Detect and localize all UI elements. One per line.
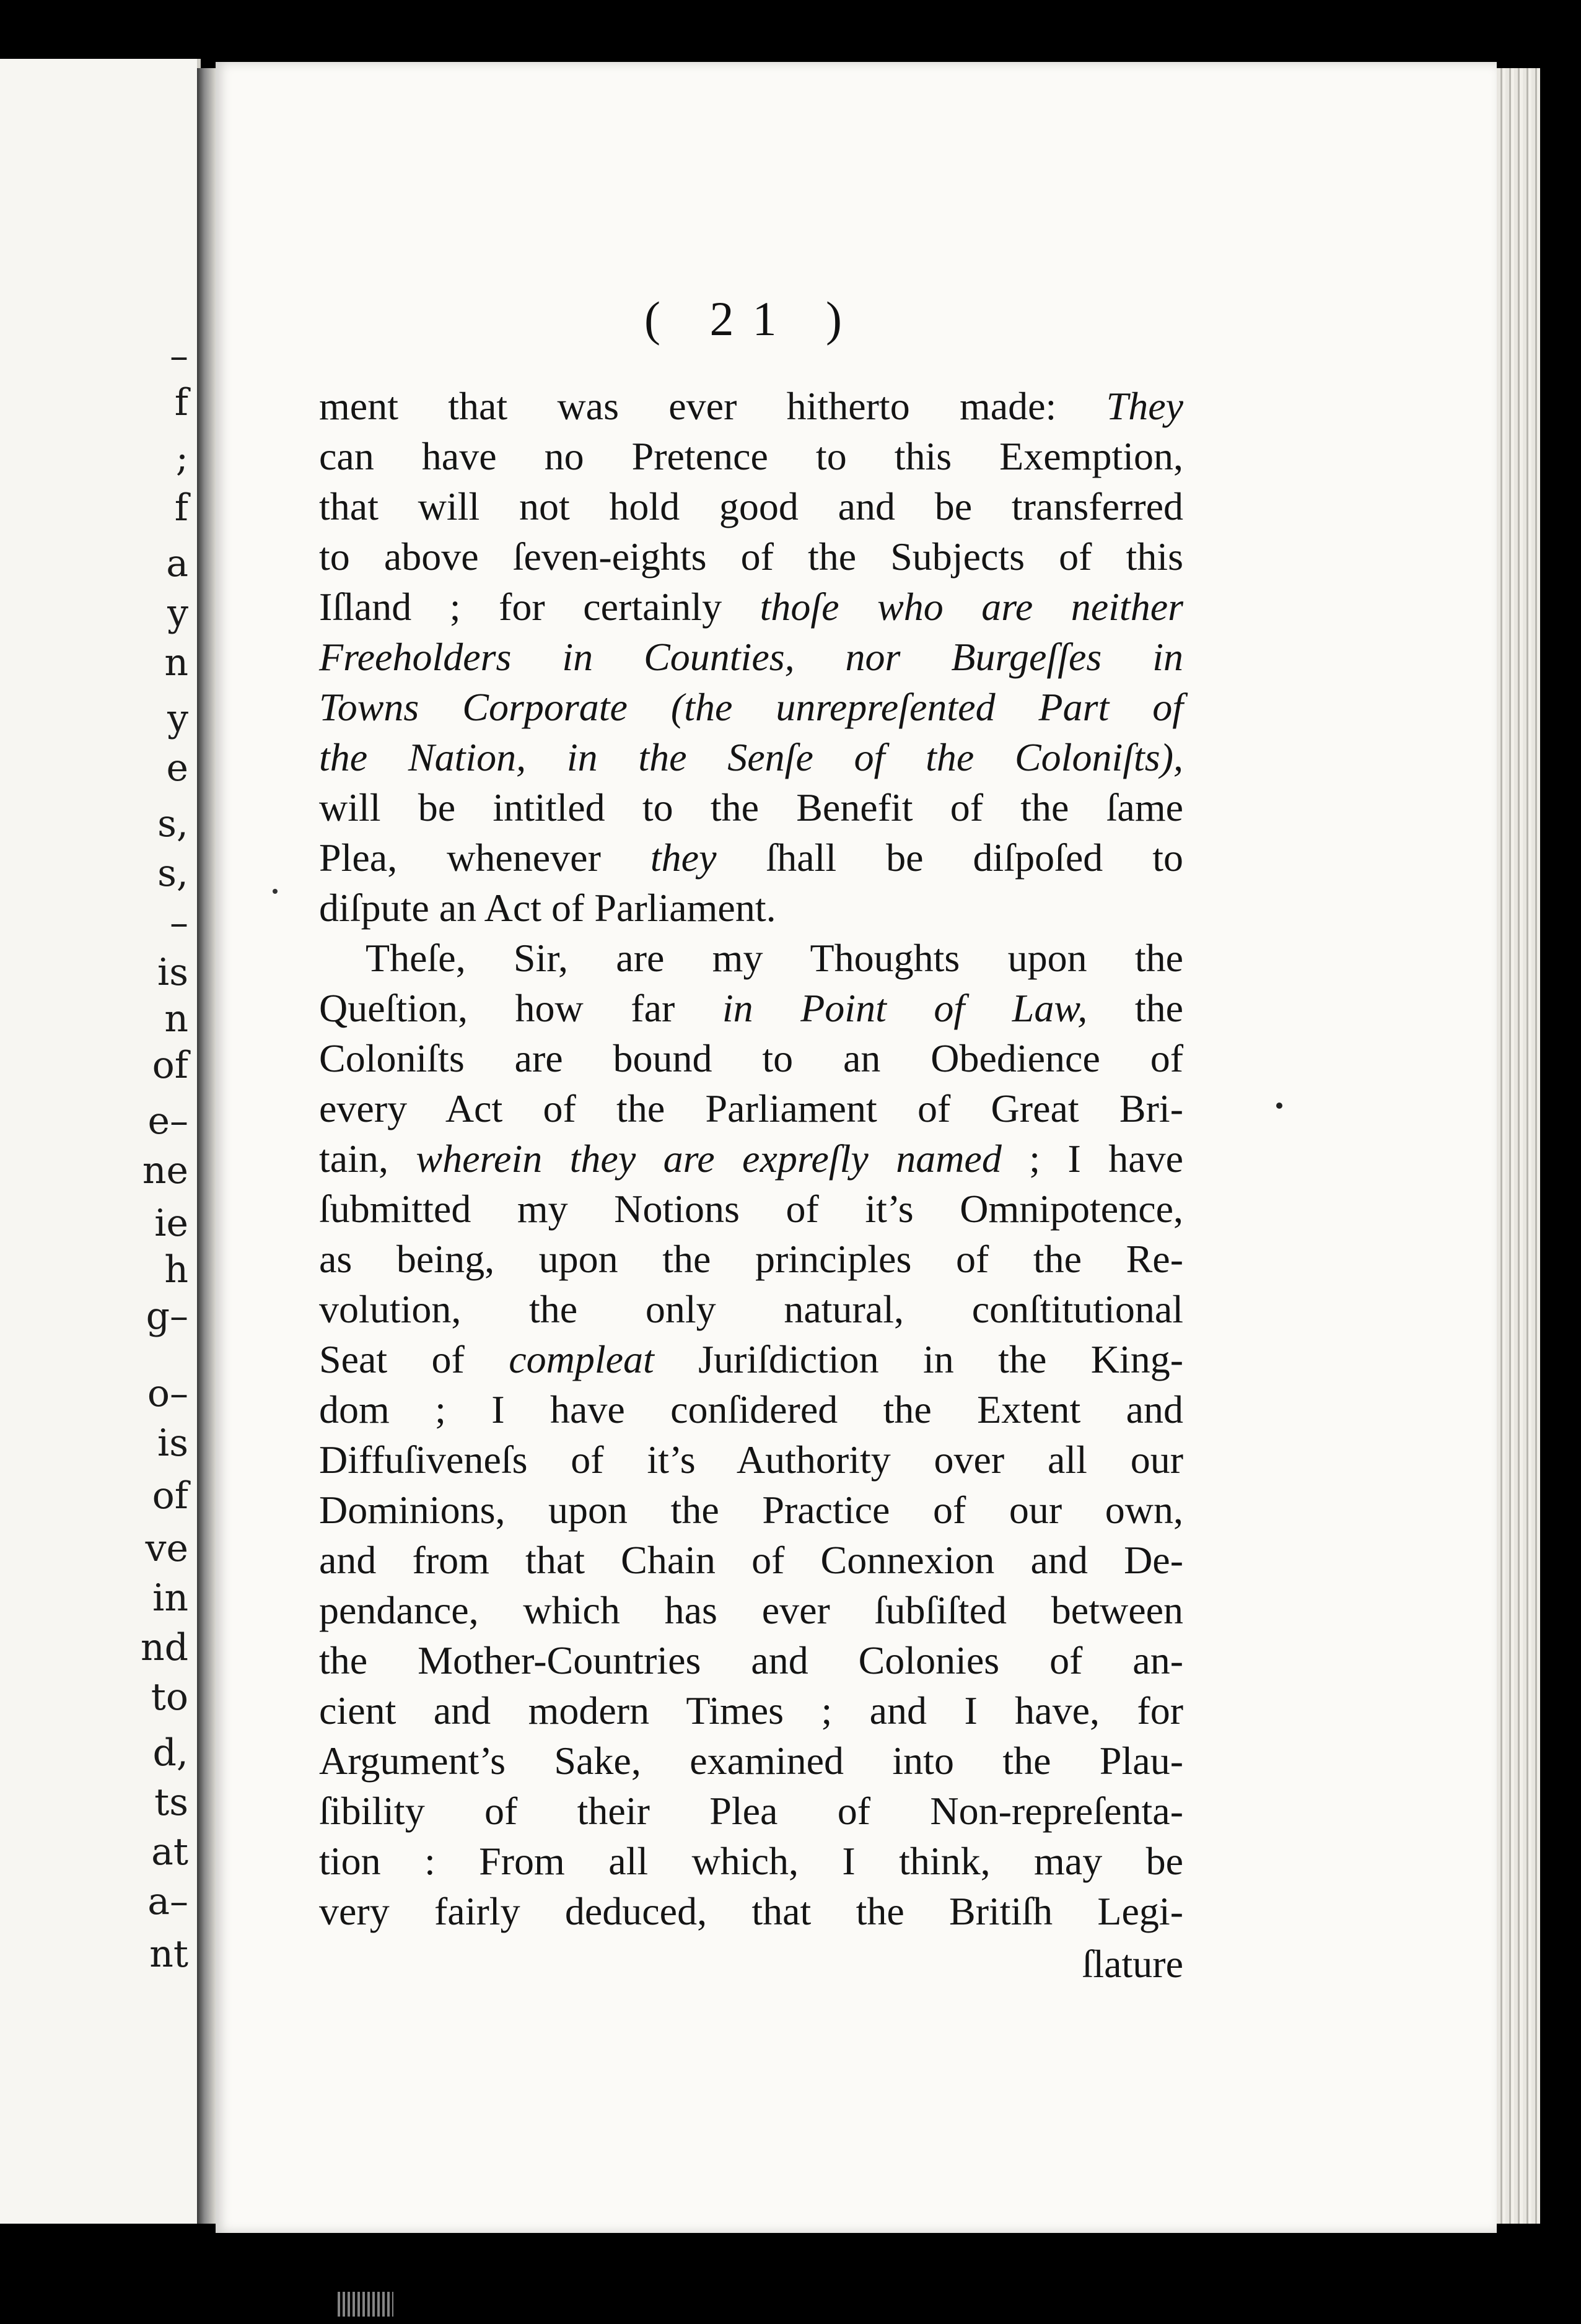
page-number: ( 21 ) [644,292,861,346]
italic-text: Freeholders in Counties, nor Burgeſſes in [319,635,1183,679]
italic-text: the Nation, in the Senſe of the Coloniſts), [319,735,1183,779]
text-line [319,1886,1183,1936]
book-gutter [197,68,216,2224]
scan-artifact [338,2292,393,2317]
text-line [319,1435,1183,1485]
left-page-char: in [152,1576,188,1620]
text-line [319,782,1183,832]
italic-text: They [1106,384,1183,428]
italic-text: thoſe who are neither [760,585,1184,629]
left-page-char: e– [147,1099,188,1143]
left-page-char: to [151,1675,188,1719]
text-line [319,1284,1183,1334]
text-line [319,1836,1183,1886]
left-page-char: ; [175,437,188,480]
left-page-char: d, [152,1731,188,1775]
body-text [319,381,1183,1989]
text-run: as being, upon the principles of the Re- [319,1237,1183,1281]
text-run: Argument’s Sake, examined into the Plau- [319,1739,1183,1783]
text-line [319,1685,1183,1736]
left-page-char: s, [157,852,188,895]
text-line [319,582,1183,632]
text-line [319,1234,1183,1284]
text-run: ſubmitted my Notions of it’s Omnipotence, [319,1187,1183,1231]
italic-text: compleat [509,1337,654,1381]
italic-text: they [650,836,717,880]
text-run: ſhall be diſpoſed to [716,836,1184,880]
text-line [319,1184,1183,1234]
left-page-char: h [164,1248,188,1291]
text-line [319,1083,1183,1134]
left-page-char: a [166,542,188,585]
text-line [319,381,1183,431]
text-line [319,481,1183,531]
text-run: every Act of the Parliament of Great Bri- [319,1086,1183,1130]
left-page-char: ve [145,1527,188,1570]
text-run: the [1087,986,1184,1030]
text-run: Iſland ; for certainly [319,585,760,629]
italic-text: wherein they are expreſly named [416,1137,1002,1181]
text-run: diſpute an Act of Parliament. [319,886,776,930]
text-run: dom ; I have conſidered the Extent and [319,1387,1183,1431]
text-line [319,431,1183,481]
left-page-char: y [167,697,188,740]
text-line [319,1736,1183,1786]
text-run: cient and modern Times ; and I have, for [319,1688,1183,1732]
left-page-char: o– [147,1372,188,1415]
text-run: ; I have [1001,1137,1184,1181]
text-run: pendance, which has ever ſubſiſted between [319,1588,1183,1632]
text-run: Juriſdiction in the King- [654,1337,1184,1381]
left-page-char: ne [142,1149,188,1192]
text-run: can have no Pretence to this Exemption, [319,434,1183,478]
text-run: the Mother-Countries and Colonies of an- [319,1638,1183,1682]
text-line [319,1134,1183,1184]
text-line [319,983,1183,1033]
left-page-char: f [174,381,188,424]
text-run: will be intitled to the Benefit of the ſame [319,785,1183,829]
text-run: and from that Chain of Connexion and De- [319,1538,1183,1582]
left-page-char: nd [140,1626,188,1669]
page-edges [1497,68,1540,2224]
catchword: ſlature [1082,1942,1183,1986]
text-run: Seat of [319,1337,509,1381]
text-run: ſibility of their Plea of Non-repreſenta- [319,1789,1183,1833]
text-line [319,1033,1183,1083]
ink-speck [273,889,278,894]
left-page-char: of [152,1474,188,1518]
left-page-char: – [170,334,188,378]
text-line [319,1585,1183,1635]
text-line [319,933,1183,983]
left-page-char: a– [147,1880,188,1923]
text-run: volution, the only natural, conſtitutional [319,1287,1183,1331]
left-page-char: is [157,1422,188,1465]
text-run: Diffuſiveneſs of it’s Authority over all our [319,1438,1183,1482]
text-line [319,732,1183,782]
text-run: Queſtion, how far [319,986,722,1030]
left-page-char: nt [149,1933,188,1976]
left-page-char: – [170,901,188,945]
italic-text: Towns Corporate (the unrepreſented Part of [319,685,1183,729]
ink-speck [1276,1103,1282,1109]
left-page-char: n [164,997,188,1041]
text-line [319,832,1183,883]
text-run: Coloniſts are bound to an Obedience of [319,1036,1183,1080]
left-page-char: y [167,592,188,635]
text-run: Dominions, upon the Practice of our own, [319,1488,1183,1532]
left-page-char: is [157,951,188,994]
text-run: to above ſeven-eights of the Subjects of this [319,535,1183,579]
text-line [319,883,1183,933]
left-page-char: ie [154,1202,188,1245]
text-line [319,632,1183,682]
text-line [319,1635,1183,1685]
text-line [319,1786,1183,1836]
left-page-char: f [174,486,188,530]
text-line [319,1485,1183,1535]
text-line [319,1334,1183,1384]
text-run: tion : From all which, I think, may be [319,1839,1183,1883]
text-line [319,1535,1183,1585]
left-page-char: n [164,641,188,684]
italic-text: in Point of Law, [722,986,1088,1030]
left-page-char: ts [154,1781,188,1824]
left-page-char: g– [146,1295,188,1338]
text-run: very fairly deduced, that the Britiſh Legi- [319,1889,1183,1933]
left-page-char: at [151,1830,188,1874]
text-run: tain, [319,1137,416,1181]
text-run: Plea, whenever [319,836,650,880]
left-page-edge [0,59,201,2224]
left-page-char: of [152,1044,188,1087]
text-line [319,531,1183,582]
text-line [319,682,1183,732]
text-run: Theſe, Sir, are my Thoughts upon the [366,936,1183,980]
text-line [319,1384,1183,1435]
text-run: ment that was ever hitherto made: [319,384,1106,428]
left-page-char: s, [157,802,188,845]
text-run: that will not hold good and be transferred [319,484,1183,528]
left-page-char: e [166,746,188,790]
